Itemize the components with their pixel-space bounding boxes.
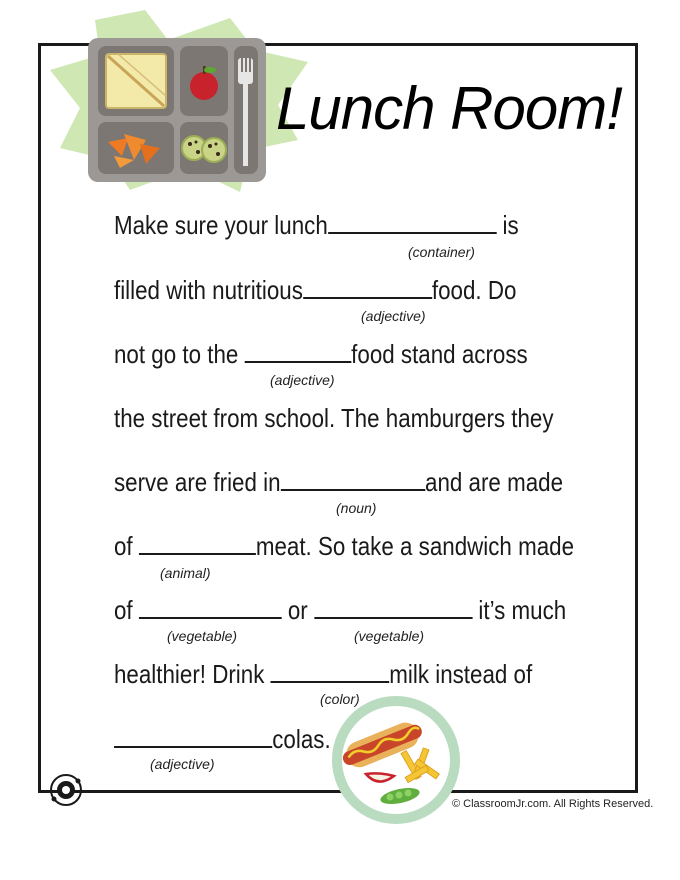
hint-adjective-3: (adjective) bbox=[150, 756, 215, 772]
hint-container: (container) bbox=[408, 244, 475, 260]
blank-animal[interactable] bbox=[139, 529, 256, 555]
blank-container[interactable] bbox=[328, 208, 497, 234]
story-text: of bbox=[114, 531, 139, 561]
story-text: is bbox=[496, 210, 519, 240]
blank-adjective-1[interactable] bbox=[303, 273, 432, 299]
story-line-2 bbox=[114, 273, 516, 307]
hint-color: (color) bbox=[320, 691, 360, 707]
blank-color[interactable] bbox=[271, 657, 390, 683]
story-text: of bbox=[114, 595, 139, 625]
story-text: milk instead of bbox=[389, 659, 533, 689]
hint-animal: (animal) bbox=[160, 565, 211, 581]
hint-adjective-1: (adjective) bbox=[361, 308, 426, 324]
story-line-8 bbox=[114, 657, 532, 691]
story-text: serve are fried in bbox=[114, 467, 281, 497]
story-line-4 bbox=[114, 401, 554, 435]
story-line-7 bbox=[114, 593, 566, 627]
classroomjr-logo-icon bbox=[48, 772, 84, 808]
story-line-5 bbox=[114, 465, 563, 499]
story-line-3 bbox=[114, 337, 528, 371]
story-text: meat. So take a sandwich made bbox=[255, 531, 575, 561]
blank-vegetable-1[interactable] bbox=[139, 593, 282, 619]
story-text: food stand across bbox=[351, 339, 528, 369]
story-text: healthier! Drink bbox=[114, 659, 271, 689]
story-text: Make sure your lunch bbox=[114, 210, 328, 240]
blank-vegetable-2[interactable] bbox=[314, 593, 472, 619]
hint-adjective-2: (adjective) bbox=[270, 372, 335, 388]
story-text: filled with nutritious bbox=[114, 275, 303, 305]
story-line-1 bbox=[114, 208, 519, 242]
story-text: or bbox=[281, 595, 314, 625]
story-text: not go to the bbox=[114, 339, 245, 369]
story-text: the street from school. The hamburgers they bbox=[114, 403, 554, 433]
hint-vegetable-2: (vegetable) bbox=[354, 628, 425, 644]
story-text: and are made bbox=[425, 467, 564, 497]
lunch-tray-icon bbox=[50, 10, 310, 200]
blank-noun[interactable] bbox=[281, 465, 425, 491]
story-text: it’s much bbox=[472, 595, 567, 625]
blank-adjective-2[interactable] bbox=[245, 337, 352, 363]
story-text: food. Do bbox=[431, 275, 517, 305]
blank-adjective-3[interactable] bbox=[114, 722, 272, 748]
story-line-9 bbox=[114, 722, 331, 756]
food-plate-icon bbox=[330, 694, 462, 826]
copyright-notice: © ClassroomJr.com. All Rights Reserved. bbox=[452, 798, 654, 810]
story-text: colas. bbox=[272, 724, 331, 754]
story-line-6 bbox=[114, 529, 574, 563]
page-title: Lunch Room! bbox=[276, 75, 622, 142]
hint-noun: (noun) bbox=[336, 500, 377, 516]
hint-vegetable-1: (vegetable) bbox=[167, 628, 238, 644]
